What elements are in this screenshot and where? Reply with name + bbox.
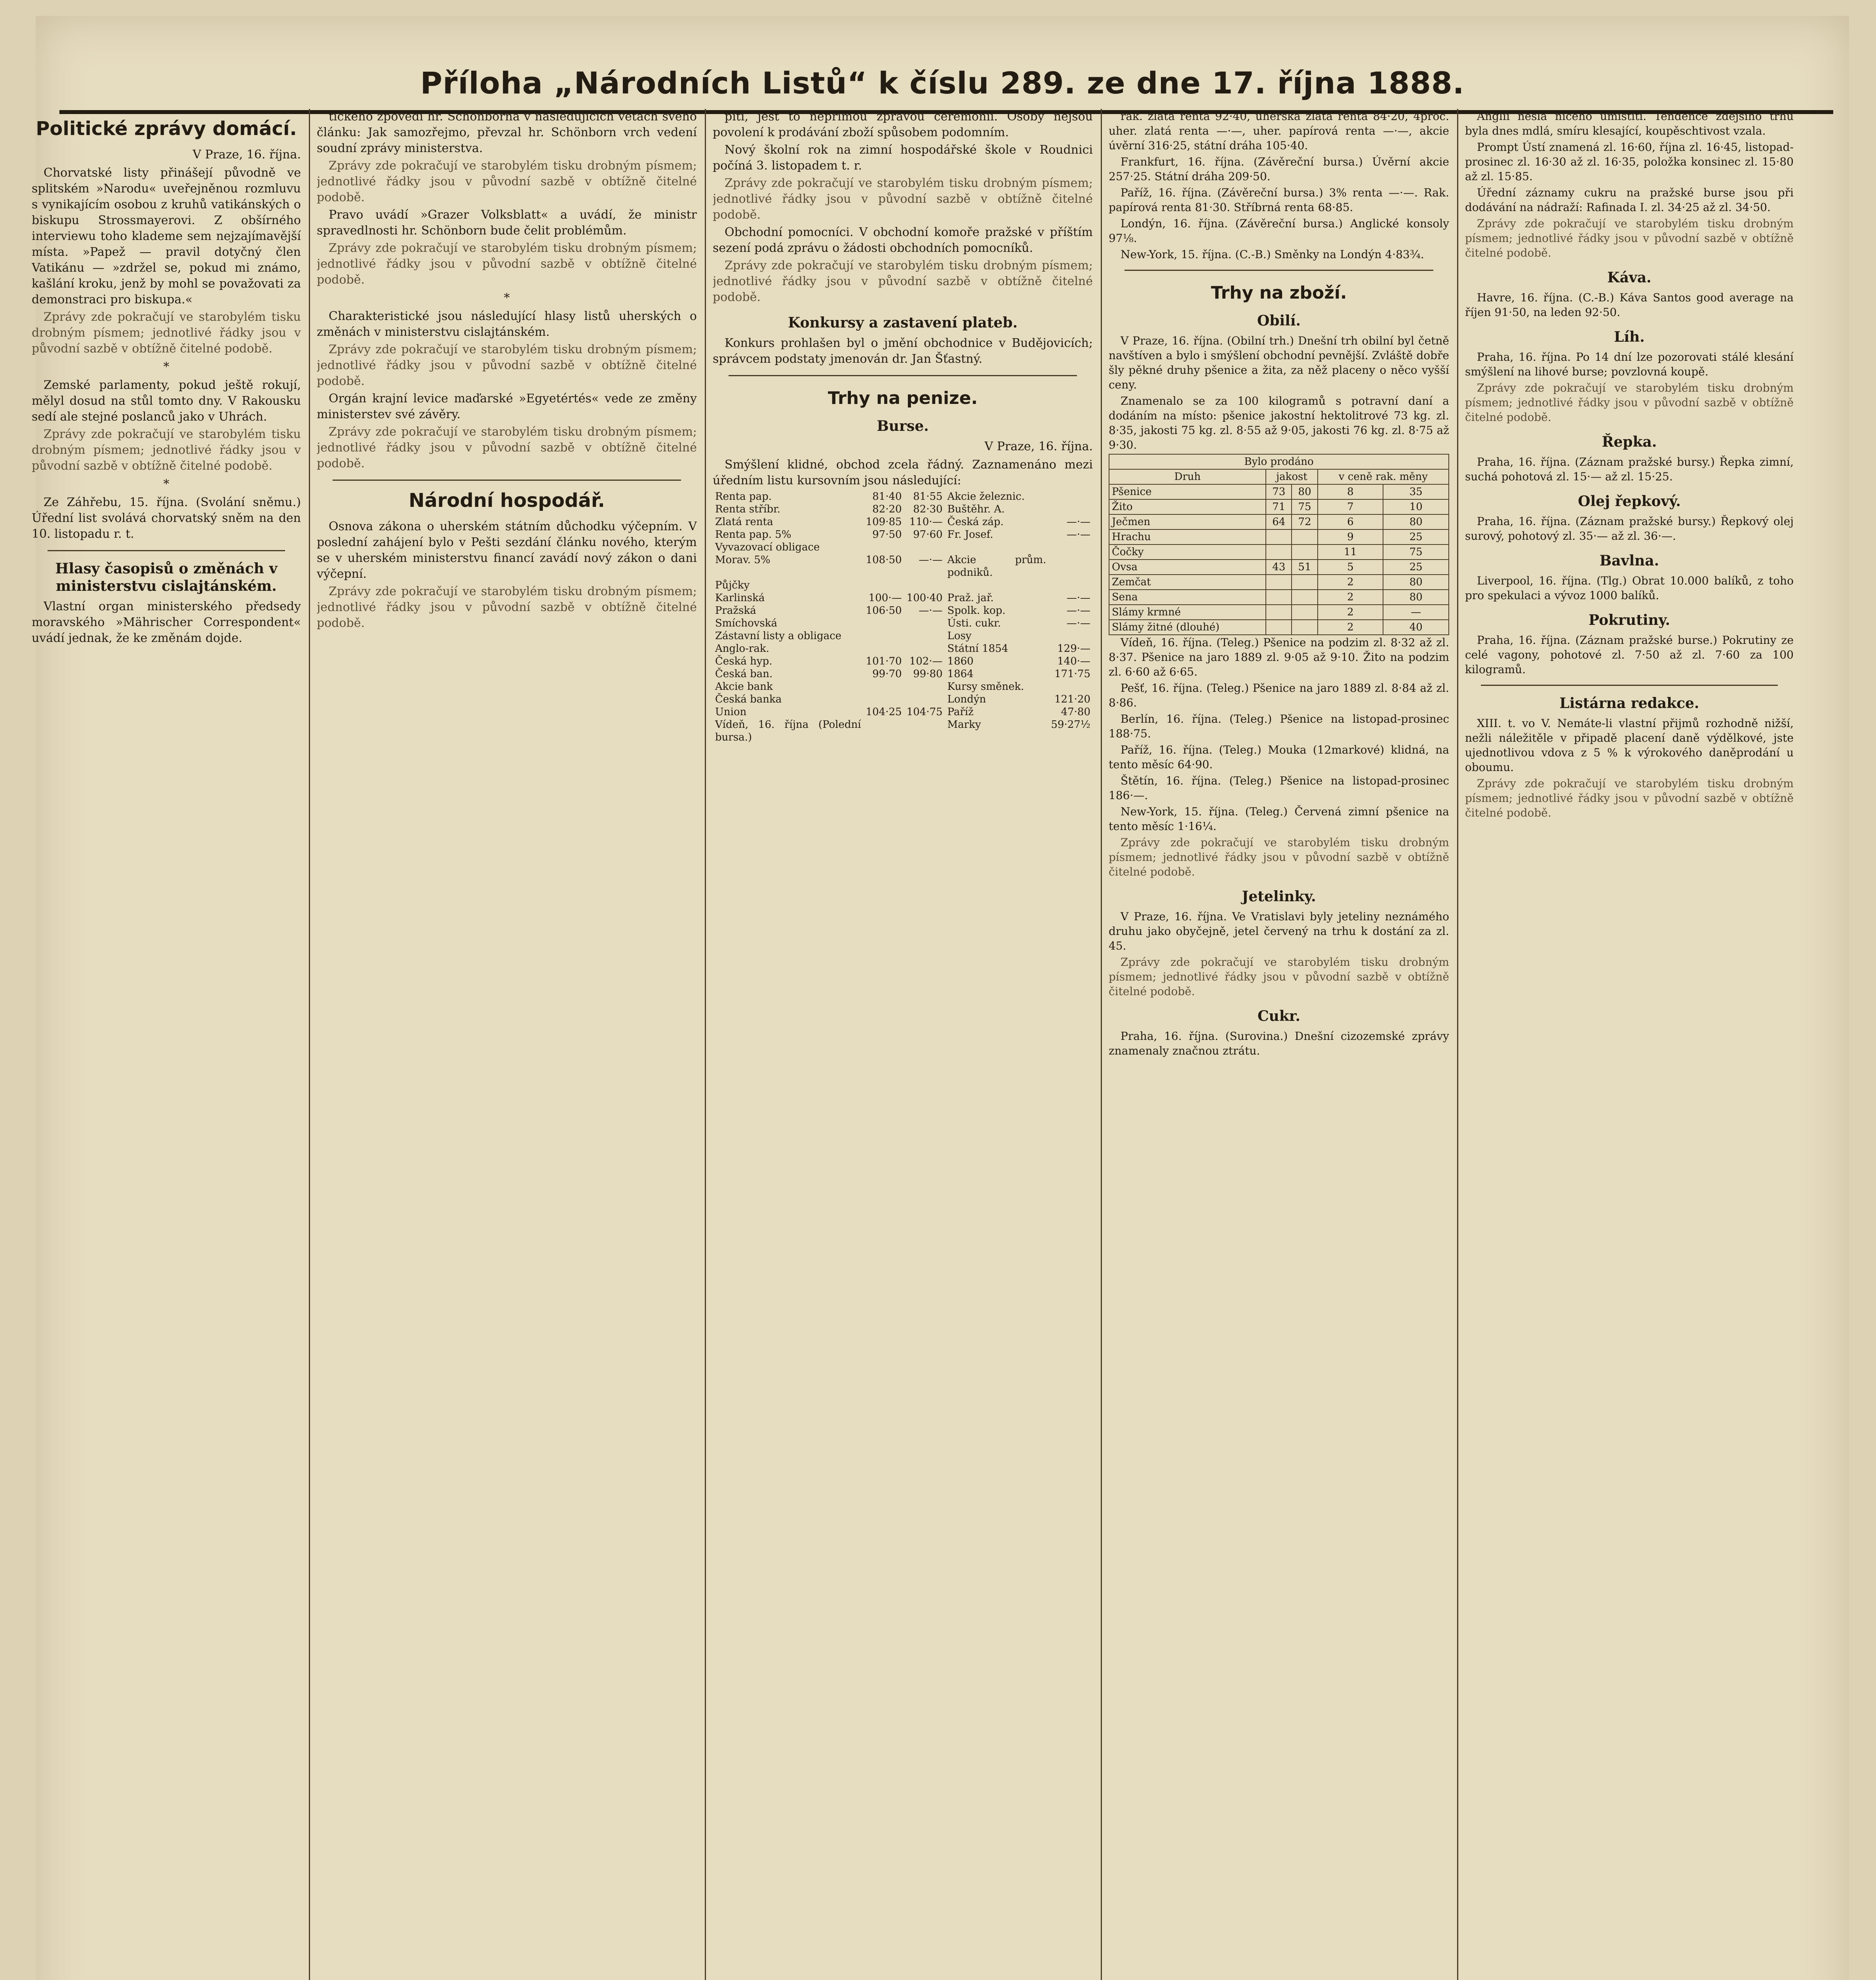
article-paragraph: Zprávy zde pokračují ve starobylém tisku drobným písmem; jednotlivé řádky jsou v původní sazbě v obtížně čitelné podobě. (317, 159, 697, 204)
table-row: Čočky 11 75 (1109, 544, 1449, 560)
article-paragraph: Praha, 16. října. (Surovina.) Dnešní cizozemské zprávy znamenaly značnou ztrátu. (1109, 1030, 1449, 1057)
table-row: Vyvazovací obligace (715, 541, 820, 553)
article-paragraph: Zprávy zde pokračují ve starobylém tisku drobným písmem; jednotlivé řádky jsou v původní sazbě v obtížně čitelné podobě. (1109, 956, 1449, 998)
article-paragraph: tického zpovědí hr. Schönborna v následujících větách svého článku: Jak samozřejmo, převzal hr. Schönborn vrch vedení soudní zprávy ministerstva. (317, 110, 697, 155)
article-paragraph: Pešť, 16. října. (Teleg.) Pšenice na jaro 1889 zl. 8·84 až zl. 8·86. (1109, 682, 1449, 709)
subsection-title: Jetelinky. (1242, 888, 1316, 905)
article-paragraph: Anglii nešla ničeho umístiti. Tendence zdejšího trhu byla dnes mdlá, smíru klesající, koupěschtivost vzala. (1465, 110, 1794, 137)
table-row: Anglo-rak. Státní 1854 129·— (715, 643, 1090, 655)
section-title-money-market: Trhy na penize. (828, 388, 978, 408)
article-paragraph: Orgán krajní levice maďarské »Egyetértés« vede ze změny ministerstev své závěry. (317, 392, 697, 421)
table-row: Vídeň, 16. října (Polední bursa.) Marky 59·27½ (715, 719, 1090, 743)
subsection-title: Bavlna. (1599, 552, 1659, 569)
article-paragraph: Zprávy zde pokračují ve starobylém tisku drobným písmem; jednotlivé řádky jsou v původní sazbě v obtížně čitelné podobě. (713, 259, 1093, 304)
subsection-title: Pokrutiny. (1589, 612, 1670, 628)
article-paragraph: piti, jest to nepřímou zpravou ceremonii. Osoby nejsou povolení k prodávání zboží spůsobem podomním. (713, 110, 1093, 139)
table-row: Renta stříbr. 82·20 82·30 Buštěhr. A. (715, 503, 1005, 515)
table-row: Pšenice 73 80 8 35 (1109, 484, 1449, 499)
subsection-title: Řepka. (1602, 434, 1657, 450)
article-paragraph: Liverpool, 16. října. (Tlg.) Obrat 10.000 balíků, z toho pro spekulaci a vývoz 1000 balíků. (1465, 574, 1794, 602)
table-row: Žito 71 75 7 10 (1109, 499, 1449, 514)
article-paragraph: Charakteristické jsou následující hlasy listů uherských o změnách v ministerstvu cislajtánském. (317, 309, 697, 339)
table-caption: Bylo prodáno (1109, 454, 1449, 469)
table-row: Morav. 5% 108·50 —·— Akcie prům. podniků. (715, 554, 1046, 579)
article-paragraph: Zemské parlamenty, pokud ještě rokují, mělyl dosud na stůl tomto dny. V Rakousku sedí ale stejné poslanců jako v Uhrách. (32, 378, 301, 424)
table-row: Sena 2 80 (1109, 590, 1449, 605)
column-divider (705, 109, 706, 1980)
table-row: Česká ban. 99·70 99·80 1864 171·75 (715, 668, 1090, 680)
table-row: Karlinská 100·— 100·40 Praž. jař. —·— (715, 592, 1090, 604)
table-row: Slámy žitné (dlouhé) 2 40 (1109, 620, 1449, 635)
masthead: Příloha „Národních Listů“ k číslu 289. ze dne 17. října 1888. (420, 65, 1465, 101)
article-paragraph: V Praze, 16. října. Ve Vratislavi byly jeteliny neznámého druhu jako obyčejně, jetel červený na trhu k dostání za zl. 45. (1109, 910, 1449, 952)
article-paragraph: Zprávy zde pokračují ve starobylém tisku drobným písmem; jednotlivé řádky jsou v původní sazbě v obtížně čitelné podobě. (1465, 381, 1794, 424)
article-paragraph: Vídeň, 16. října. (Teleg.) Pšenice na podzim zl. 8·32 až zl. 8·37. Pšenice na jaro 1889 zl. 9·05 až 9·10. Žito na podzim zl. 6·60 až 6·65. (1109, 636, 1449, 678)
article-paragraph: Znamenalo se za 100 kilogramů s potravní daní a dodáním na místo: pšenice jakostní hektolitrové 73 kg. zl. 8·35, jakosti 75 kg. zl. 8·55 až 9·05, jakosti 76 kg. zl. 8·75 až 9·30. (1109, 394, 1449, 451)
article-paragraph: Smýšlení klidné, obchod zcela řádný. Zaznamenáno mezi úředním listu kursovním jsou následující: (713, 458, 1093, 487)
column-1: Politické zprávy domácí. V Praze, 16. října. Chorvatské listy přinášejí původně ve splitském »Narodu« uveřejněnou rozmluvu s vynikajícím osobou z kruhů vatikánských o biskupu Strossmayerovi. Z obšírného interviewu toho klademe sem nejzajímavější místa. »Papež — pravil dotyčný člen Vatikánu — »zdržel se, pokud mi známo, kašlání kroku, jenž by mohl se považovati za demonstraci pro biskupa.« Zprávy zde pokračují ve starobylém tisku drobným písmem; jednotlivé řádky jsou v původní sazbě v obtížně čitelné podobě. * Zemské parlamenty, pokud ještě rokují, mělyl dosud na stůl tomto dny. V Rakousku sedí ale stejné poslanců jako v Uhrách. Zprávy zde pokračují ve starobylém tisku drobným písmem; jednotlivé řádky jsou v původní sazbě v obtížně čitelné podobě. * Ze Záhřebu, 15. října. (Svolání sněmu.) Úřední list svolává chorvatský sněm na den 10. listopadu r. t. Hlasy časopisů o změnách v ministerstvu cislajtánském. Vlastní organ ministerského předsedy moravského »Mährischer Correspondent« uvádí jednak, že ke změnám dojde. (32, 109, 301, 1980)
table-row: Renta pap. 81·40 81·55 Akcie železnic. (715, 491, 1025, 503)
article-paragraph: Prompt Ústí znamená zl. 16·60, října zl. 16·45, listopad-prosinec zl. 16·30 až zl. 16·35, položka konsinec zl. 15·80 až zl. 15·85. (1465, 141, 1794, 183)
article-paragraph: Osnova zákona o uherském státním důchodku výčepním. V poslední zahájení bylo v Pešti sezdání článku nového, kterým se v uherském ministerstvu financí zavádí nový zákon o dani výčepní. (317, 520, 697, 581)
table-row: Zástavní listy a obligace Losy (715, 630, 972, 642)
table-row: Hrachu 9 25 (1109, 529, 1449, 544)
article-paragraph: Chorvatské listy přinášejí původně ve splitském »Narodu« uveřejněnou rozmluvu s vynikajícím osobou z kruhů vatikánských o biskupu Strossmayerovi. Z obšírného interviewu toho klademe sem nejzajímavější místa. »Papež — pravil dotyčný člen Vatikánu — »zdržel se, pokud mi známo, kašlání kroku, jenž by mohl se považovati za demonstraci pro biskupa.« (32, 166, 301, 307)
article-paragraph: Paříž, 16. října. (Teleg.) Mouka (12markové) klidná, na tento měsíc 64·90. (1109, 743, 1449, 771)
column-divider (1457, 109, 1458, 1980)
column-divider (1101, 109, 1102, 1980)
article-paragraph: Berlín, 16. října. (Teleg.) Pšenice na listopad-prosinec 188·75. (1109, 712, 1449, 740)
table-row: Akcie bank Kursy směnek. (715, 681, 1024, 693)
article-paragraph: Frankfurt, 16. října. (Závěreční bursa.) Úvěrní akcie 257·25. Státní dráha 209·50. (1109, 155, 1449, 183)
article-paragraph: Zprávy zde pokračují ve starobylém tisku drobným písmem; jednotlivé řádky jsou v původní sazbě v obtížně čitelné podobě. (317, 241, 697, 287)
table-row: Česká hyp. 101·70 102·— 1860 140·— (715, 655, 1090, 667)
article-paragraph: Zprávy zde pokračují ve starobylém tisku drobným písmem; jednotlivé řádky jsou v původní sazbě v obtížně čitelné podobě. (1109, 836, 1449, 878)
article-paragraph: Zprávy zde pokračují ve starobylém tisku drobným písmem; jednotlivé řádky jsou v původní sazbě v obtížně čitelné podobě. (317, 425, 697, 470)
table-row: Půjčky (715, 579, 750, 591)
article-paragraph: Konkurs prohlašen byl o jmění obchodnice v Budějovicích; správcem podstaty jmenován dr. Jan Šťastný. (713, 336, 1093, 366)
section-heading: Hlasy časopisů o změnách v ministerstvu cislajtánském. (55, 560, 278, 594)
article-paragraph: rak. zlatá renta 92·40, uherská zlatá renta 84·20, 4proc. uher. zlatá renta —·—, uher. papírová renta —·—, akcie úvěrní 316·25, státní dráha 105·40. (1109, 110, 1449, 152)
article-paragraph: Štětín, 16. října. (Teleg.) Pšenice na listopad-prosinec 186·—. (1109, 774, 1449, 802)
table-row: Česká banka Londýn 121·20 (715, 693, 1090, 705)
column-2: tického zpovědí hr. Schönborna v následujících větách svého článku: Jak samozřejmo, převzal hr. Schönborn vrch vedení soudní zprávy ministerstva. Zprávy zde pokračují ve starobylém tisku drobným písmem; jednotlivé řádky jsou v původní sazbě v obtížně čitelné podobě. Pravo uvádí »Grazer Volksblatt« a uvádí, že ministr spravedlnosti hr. Schönborn bude čelit problémům. Zprávy zde pokračují ve starobylém tisku drobným písmem; jednotlivé řádky jsou v původní sazbě v obtížně čitelné podobě. * Charakteristické jsou následující hlasy listů uherských o změnách v ministerstvu cislajtánském. Zprávy zde pokračují ve starobylém tisku drobným písmem; jednotlivé řádky jsou v původní sazbě v obtížně čitelné podobě. Orgán krajní levice maďarské »Egyetértés« vede ze změny ministerstev své závěry. Zprávy zde pokračují ve starobylém tisku drobným písmem; jednotlivé řádky jsou v původní sazbě v obtížně čitelné podobě. Národní hospodář. Osnova zákona o uherském státním důchodku výčepním. V poslední zahájení bylo v Pešti sezdání článku nového, kterým se v uherském ministerstvu financí zavádí nový zákon o dani výčepní. Zprávy zde pokračují ve starobylém tisku drobným písmem; jednotlivé řádky jsou v původní sazbě v obtížně čitelné podobě. (317, 109, 697, 1980)
article-paragraph: Praha, 16. října. Po 14 dní lze pozorovati stálé klesání smýšlení na lihové burse; povzlovná koupě. (1465, 350, 1794, 378)
article-paragraph: Ze Záhřebu, 15. října. (Svolání sněmu.) Úřední list svolává chorvatský sněm na den 10. listopadu r. t. (32, 495, 301, 541)
article-paragraph: Praha, 16. října. (Záznam pražské bursy.) Řepka zimní, suchá pohotová zl. 15·— až zl. 15·25. (1465, 455, 1794, 483)
subsection-title: Obilí. (1257, 312, 1301, 329)
section-title-economy: Národní hospodář. (409, 489, 605, 512)
dateline: V Praze, 16. října. (192, 148, 301, 162)
subsection-title: Listárna redakce. (1559, 695, 1699, 712)
article-paragraph: Zprávy zde pokračují ve starobylém tisku drobným písmem; jednotlivé řádky jsou v původní sazbě v obtížně čitelné podobě. (1465, 777, 1794, 819)
table-row: Ovsa 43 51 5 25 (1109, 560, 1449, 575)
article-paragraph: Paříž, 16. října. (Závěreční bursa.) 3% renta —·—. Rak. papírová renta 81·30. Stříbrná renta 68·85. (1109, 186, 1449, 214)
article-paragraph: Vlastní organ ministerského předsedy moravského »Mährischer Correspondent« uvádí jednak, že ke změnám dojde. (32, 600, 301, 645)
column-3 (713, 109, 1093, 1980)
subsection-title: Burse. (877, 418, 929, 434)
article-paragraph: Pravo uvádí »Grazer Volksblatt« a uvádí, že ministr spravedlnosti hr. Schönborn bude čelit problémům. (317, 208, 697, 238)
table-row: Zemčat 2 80 (1109, 575, 1449, 590)
article-paragraph: New-York, 15. října. (C.-B.) Směnky na Londýn 4·83¾. (1121, 248, 1424, 261)
article-paragraph: Zprávy zde pokračují ve starobylém tisku drobným písmem; jednotlivé řádky jsou v původní sazbě v obtížně čitelné podobě. (1465, 217, 1794, 259)
table-row: Union 104·25 104·75 Paříž 47·80 (715, 706, 1090, 718)
table-row: Ječmen 64 72 6 80 (1109, 514, 1449, 529)
table-row: Renta pap. 5% 97·50 97·60 Fr. Josef. —·— (715, 529, 1090, 541)
article-paragraph: Havre, 16. října. (C.-B.) Káva Santos good average na říjen 91·50, na leden 92·50. (1465, 291, 1794, 319)
article-paragraph: Praha, 16. října. (Záznam pražské burse.) Pokrutiny ze celé vagony, pohotové zl. 7·50 až zl. 7·60 za 100 kilogramů. (1465, 634, 1794, 676)
column-4 (1109, 109, 1449, 1980)
article-paragraph: Nový školní rok na zimní hospodářské škole v Roudnici počíná 3. listopadem t. r. (713, 143, 1093, 173)
grain-prices-table: Bylo prodáno Druh jakost v ceně rak. měny Pšenice 73 80 8 35 Žito 71 75 7 10 Ječmen 64 72 6 80 Hrachu 9 25 Čočky 11 75 Ovsa 43 51 5 25 Zemčat 2 80 Sena 2 80 Slámy krmné 2 — Slámy žitné (dlouhé) 2 40 (1109, 454, 1449, 635)
article-paragraph: Londýn, 16. října. (Závěreční bursa.) Anglické konsoly 97⅛. (1109, 217, 1449, 245)
article-paragraph: Zprávy zde pokračují ve starobylém tisku drobným písmem; jednotlivé řádky jsou v původní sazbě v obtížně čitelné podobě. (713, 176, 1093, 222)
subsection-title: Líh. (1614, 329, 1645, 345)
stock-quotes-table (713, 490, 1093, 744)
subsection-title: Cukr. (1258, 1008, 1300, 1024)
subsection-title: Olej řepkový. (1578, 493, 1681, 510)
article-paragraph: Obchodní pomocníci. V obchodní komoře pražské v příštím sezení podá zprávu o žádosti obchodních pomocníků. (713, 225, 1093, 255)
section-title-commodity-market: Trhy na zboží. (1211, 283, 1347, 303)
table-row: Smíchovská Ústi. cukr. —·— (715, 617, 1090, 629)
column-divider (309, 109, 310, 1980)
table-row: Zlatá renta 109·85 110·— Česká záp. —·— (715, 516, 1090, 528)
article-paragraph: Zprávy zde pokračují ve starobylém tisku drobným písmem; jednotlivé řádky jsou v původní sazbě v obtížně čitelné podobě. (32, 310, 301, 356)
dateline: V Praze, 16. října. (984, 440, 1093, 453)
article-paragraph: Zprávy zde pokračují ve starobylém tisku drobným písmem; jednotlivé řádky jsou v původní sazbě v obtížně čitelné podobě. (317, 584, 697, 630)
table-row: Slámy krmné 2 — (1109, 605, 1449, 620)
article-paragraph: XIII. t. vo V. Nemáte-li vlastní přijmů rozhodně nižší, nežli náležitěle v připadě placení daně výdělkové, jste ujednotlivou vdova z 5 % k výrokového daněprodání u oboumu. (1465, 717, 1794, 774)
article-paragraph: V Praze, 16. října. (Obilní trh.) Dnešní trh obilní byl četně navštíven a bylo i smýšlení obchodní pevnější. Zvláště dobře šly pěkné druhy pšenice a žita, za něž placeny o něco vyšší ceny. (1109, 334, 1449, 391)
table-row: Pražská 106·50 —·— Spolk. kop. —·— (715, 605, 1090, 617)
section-heading: Konkursy a zastavení plateb. (788, 314, 1018, 331)
article-paragraph: Úřední záznamy cukru na pražské burse jsou při dodávání na nádraží: Rafinada I. zl. 34·25 až zl. 34·50. (1465, 186, 1794, 214)
column-5 (1465, 109, 1794, 1980)
article-paragraph: Zprávy zde pokračují ve starobylém tisku drobným písmem; jednotlivé řádky jsou v původní sazbě v obtížně čitelné podobě. (32, 427, 301, 473)
article-paragraph: Praha, 16. října. (Záznam pražské bursy.) Řepkový olej surový, pohotový zl. 35·— až zl. 36·—. (1465, 515, 1794, 543)
article-paragraph: New-York, 15. října. (Teleg.) Červená zimní pšenice na tento měsíc 1·16¼. (1109, 805, 1449, 833)
section-title-politics: Politické zprávy domácí. (36, 118, 297, 140)
article-paragraph: Zprávy zde pokračují ve starobylém tisku drobným písmem; jednotlivé řádky jsou v původní sazbě v obtížně čitelné podobě. (317, 343, 697, 388)
subsection-title: Káva. (1607, 269, 1651, 286)
